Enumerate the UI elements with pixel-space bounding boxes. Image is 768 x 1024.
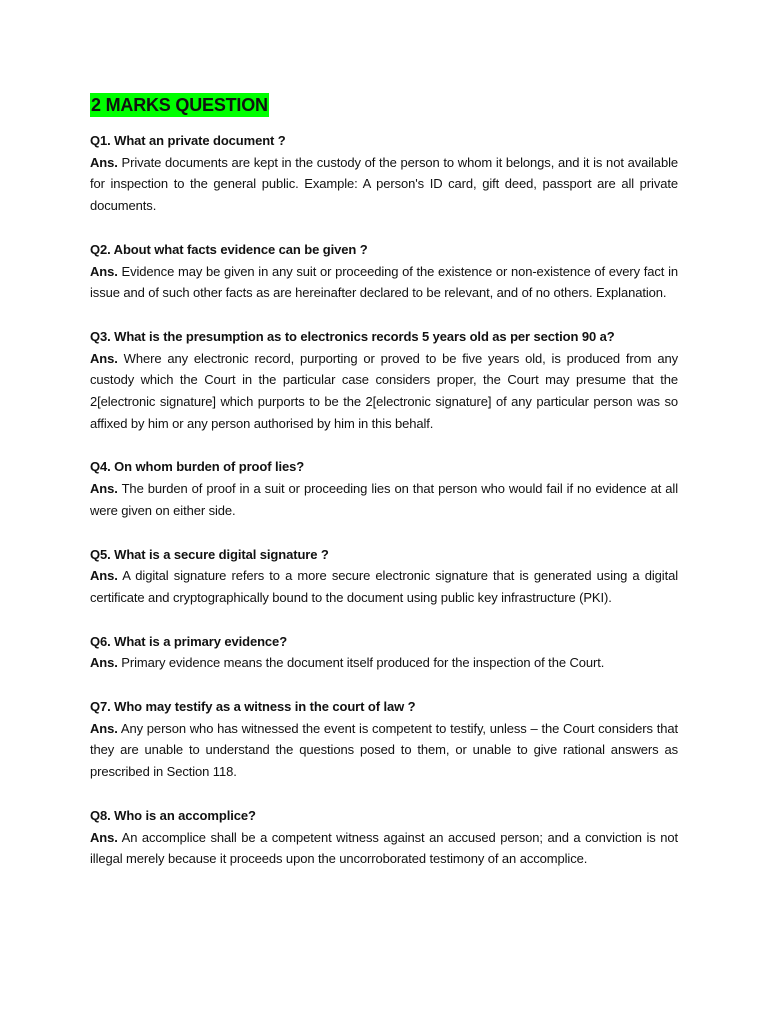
answer-5	[90, 565, 678, 608]
qa-item-7	[90, 696, 678, 783]
answer-label: Ans.	[90, 481, 118, 497]
answer-label: Ans.	[90, 350, 118, 366]
qa-item-8	[90, 805, 678, 870]
answer-label: Ans.	[90, 720, 118, 736]
answer-text: The burden of proof in a suit or proceeding lies on that person who would fail if no evidence at all were given on either side.	[90, 481, 678, 518]
answer-6	[90, 652, 678, 674]
answer-label: Ans.	[90, 655, 118, 671]
question-2: Q2. About what facts evidence can be given ?	[90, 241, 368, 257]
answer-text: Where any electronic record, purporting or proved to be five years old, is produced from any custody which the Court in the particular case considers proper, the Court may presume that the 2[electronic signature] which purports to be the 2[electronic signature] of any particular person was so affixed by him or any person authorised by him in this behalf.	[90, 350, 678, 431]
answer-label: Ans.	[90, 568, 118, 584]
answer-text: An accomplice shall be a competent witness against an accused person; and a conviction is not illegal merely because it proceeds upon the uncorroborated testimony of an accomplice.	[90, 829, 678, 867]
answer-text: A digital signature refers to a more secure electronic signature that is generated using a digital certificate and cryptographically bound to the document using public key infrastructure (PKI).	[90, 568, 678, 605]
question-8: Q8. Who is an accomplice?	[90, 807, 256, 823]
answer-text: Evidence may be given in any suit or proceeding of the existence or non-existence of every fact in issue and of such other facts as are hereinafter declared to be relevant, and of no others. Explanation.	[90, 263, 678, 301]
answer-text: Primary evidence means the document itself produced for the inspection of the Court.	[121, 655, 605, 671]
qa-item-3	[90, 326, 678, 435]
question-1: Q1. What an private document ?	[90, 133, 286, 148]
answer-label: Ans.	[90, 154, 118, 170]
question-6: Q6. What is a primary evidence?	[90, 633, 288, 649]
qa-item-6	[90, 631, 678, 674]
answer-3	[90, 348, 678, 435]
answer-label: Ans.	[90, 263, 118, 279]
answer-label: Ans.	[90, 829, 118, 845]
question-4: Q4. On whom burden of proof lies?	[90, 459, 305, 475]
answer-text: Private documents are kept in the custody of the person to whom it belongs, and it is not available for inspection to the general public. Example: A person's ID card, gift deed, passport are all private documents.	[90, 154, 678, 214]
document-page	[90, 93, 678, 892]
question-3: Q3. What is the presumption as to electronics records 5 years old as per section 90 a?	[90, 328, 615, 344]
qa-item-1	[90, 130, 678, 217]
answer-7	[90, 718, 678, 783]
qa-item-2	[90, 239, 678, 304]
section-heading: 2 MARKS QUESTION	[91, 95, 268, 115]
question-5: Q5. What is a secure digital signature ?	[90, 546, 329, 562]
answer-text: Any person who has witnessed the event is competent to testify, unless – the Court considers that they are unable to understand the questions posed to them, or unable to give rational answers as prescribed in Section 118.	[90, 720, 678, 780]
answer-8	[90, 827, 678, 870]
qa-item-4	[90, 456, 678, 521]
question-7: Q7. Who may testify as a witness in the court of law ?	[90, 699, 416, 715]
answer-4	[90, 478, 678, 521]
answer-2	[90, 261, 678, 304]
answer-1	[90, 152, 678, 217]
qa-item-5	[90, 544, 678, 609]
